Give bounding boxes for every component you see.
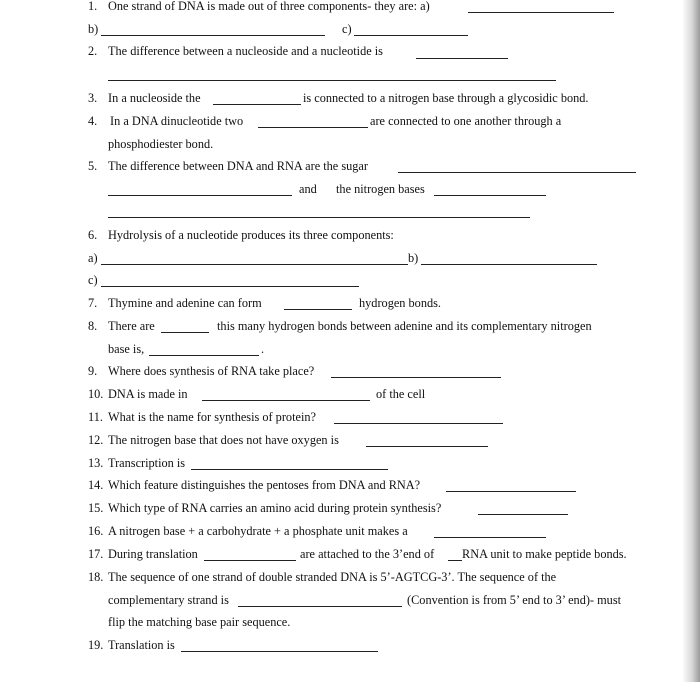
question-text: DNA is made in [108, 387, 188, 401]
question-number: 9. [88, 364, 98, 378]
question-text: Hydrolysis of a nucleotide produces its three components: [108, 228, 394, 242]
question-text: of the cell [376, 387, 426, 401]
question-text: Which type of RNA carries an amino acid during protein synthesis? [108, 501, 442, 515]
answer-blank[interactable] [108, 80, 556, 81]
answer-blank[interactable] [398, 172, 636, 173]
question-text: phosphodiester bond. [108, 137, 214, 151]
option-label: b) [88, 22, 99, 36]
question-text: are attached to the 3’end of [300, 547, 435, 561]
question-text: complementary strand is [108, 593, 229, 607]
question-number: 4. [88, 114, 98, 128]
question-text: Translation is [108, 638, 175, 652]
answer-blank[interactable] [331, 377, 501, 378]
answer-blank[interactable] [161, 332, 209, 333]
question-text: In a nucleoside the [108, 91, 201, 105]
question-number: 11. [88, 410, 103, 424]
answer-blank[interactable] [446, 491, 576, 492]
question-text: RNA unit to make peptide bonds. [462, 547, 627, 561]
question-text: hydrogen bonds. [359, 296, 441, 310]
question-number: 10. [88, 387, 104, 401]
question-number: 13. [88, 456, 104, 470]
question-text: and [299, 182, 317, 196]
question-number: 19. [88, 638, 104, 652]
answer-blank[interactable] [258, 127, 368, 128]
answer-blank[interactable] [238, 606, 402, 607]
question-number: 12. [88, 433, 104, 447]
question-text: (Convention is from 5’ end to 3’ end)- must [407, 593, 622, 607]
question-number: 16. [88, 524, 104, 538]
answer-blank[interactable] [416, 58, 508, 59]
question-text: are connected to one another through a [370, 114, 562, 128]
answer-blank[interactable] [448, 560, 462, 561]
question-text: this many hydrogen bonds between adenine and its complementary nitrogen [217, 319, 592, 333]
answer-blank[interactable] [284, 309, 352, 310]
answer-blank[interactable] [366, 446, 488, 447]
answer-blank[interactable] [354, 35, 468, 36]
question-number: 7. [88, 296, 98, 310]
question-text: The nitrogen base that does not have oxygen is [108, 433, 339, 447]
question-text: The difference between DNA and RNA are the sugar [108, 159, 368, 173]
question-text: There are [108, 319, 155, 333]
question-text: Transcription is [108, 456, 186, 470]
question-number: 14. [88, 478, 104, 492]
question-text: Which feature distinguishes the pentoses from DNA and RNA? [108, 478, 421, 492]
option-label: c) [342, 22, 352, 36]
question-number: 18. [88, 570, 104, 584]
answer-blank[interactable] [421, 264, 597, 265]
question-text: flip the matching base pair sequence. [108, 615, 291, 629]
option-label: a) [88, 251, 98, 265]
answer-blank[interactable] [149, 355, 259, 356]
question-number: 3. [88, 91, 98, 105]
question-text: What is the name for synthesis of protein? [108, 410, 316, 424]
question-number: 5. [88, 159, 98, 173]
answer-blank[interactable] [101, 264, 408, 265]
answer-blank[interactable] [101, 35, 325, 36]
answer-blank[interactable] [213, 104, 301, 105]
question-text: A nitrogen base + a carbohydrate + a phosphate unit makes a [108, 524, 408, 538]
question-text: In a DNA dinucleotide two [110, 114, 244, 128]
question-text: . [261, 342, 265, 356]
question-text: Where does synthesis of RNA take place? [108, 364, 315, 378]
question-text: One strand of DNA is made out of three components- they are: a) [108, 0, 430, 13]
question-text: The difference between a nucleoside and a nucleotide is [108, 44, 383, 58]
answer-blank[interactable] [101, 286, 359, 287]
question-number: 6. [88, 228, 98, 242]
question-number: 8. [88, 319, 98, 333]
question-text: the nitrogen bases [336, 182, 425, 196]
page-edge-shadow [682, 0, 700, 682]
answer-blank[interactable] [478, 514, 568, 515]
question-text: During translation [108, 547, 198, 561]
option-label: b) [408, 251, 419, 265]
question-text: base is, [108, 342, 145, 356]
option-label: c) [88, 273, 98, 287]
question-number: 1. [88, 0, 98, 13]
question-text: The sequence of one strand of double stranded DNA is 5’-AGTCG-3’. The sequence of the [108, 570, 557, 584]
question-text: is connected to a nitrogen base through a glycosidic bond. [303, 91, 589, 105]
question-number: 15. [88, 501, 104, 515]
answer-blank[interactable] [108, 217, 530, 218]
answer-blank[interactable] [191, 469, 388, 470]
answer-blank[interactable] [468, 12, 614, 13]
question-number: 17. [88, 547, 104, 561]
answer-blank[interactable] [202, 400, 370, 401]
answer-blank[interactable] [204, 560, 296, 561]
answer-blank[interactable] [108, 195, 292, 196]
question-text: Thymine and adenine can form [108, 296, 262, 310]
answer-blank[interactable] [334, 423, 503, 424]
answer-blank[interactable] [434, 195, 546, 196]
answer-blank[interactable] [181, 651, 378, 652]
question-number: 2. [88, 44, 98, 58]
answer-blank[interactable] [434, 537, 546, 538]
